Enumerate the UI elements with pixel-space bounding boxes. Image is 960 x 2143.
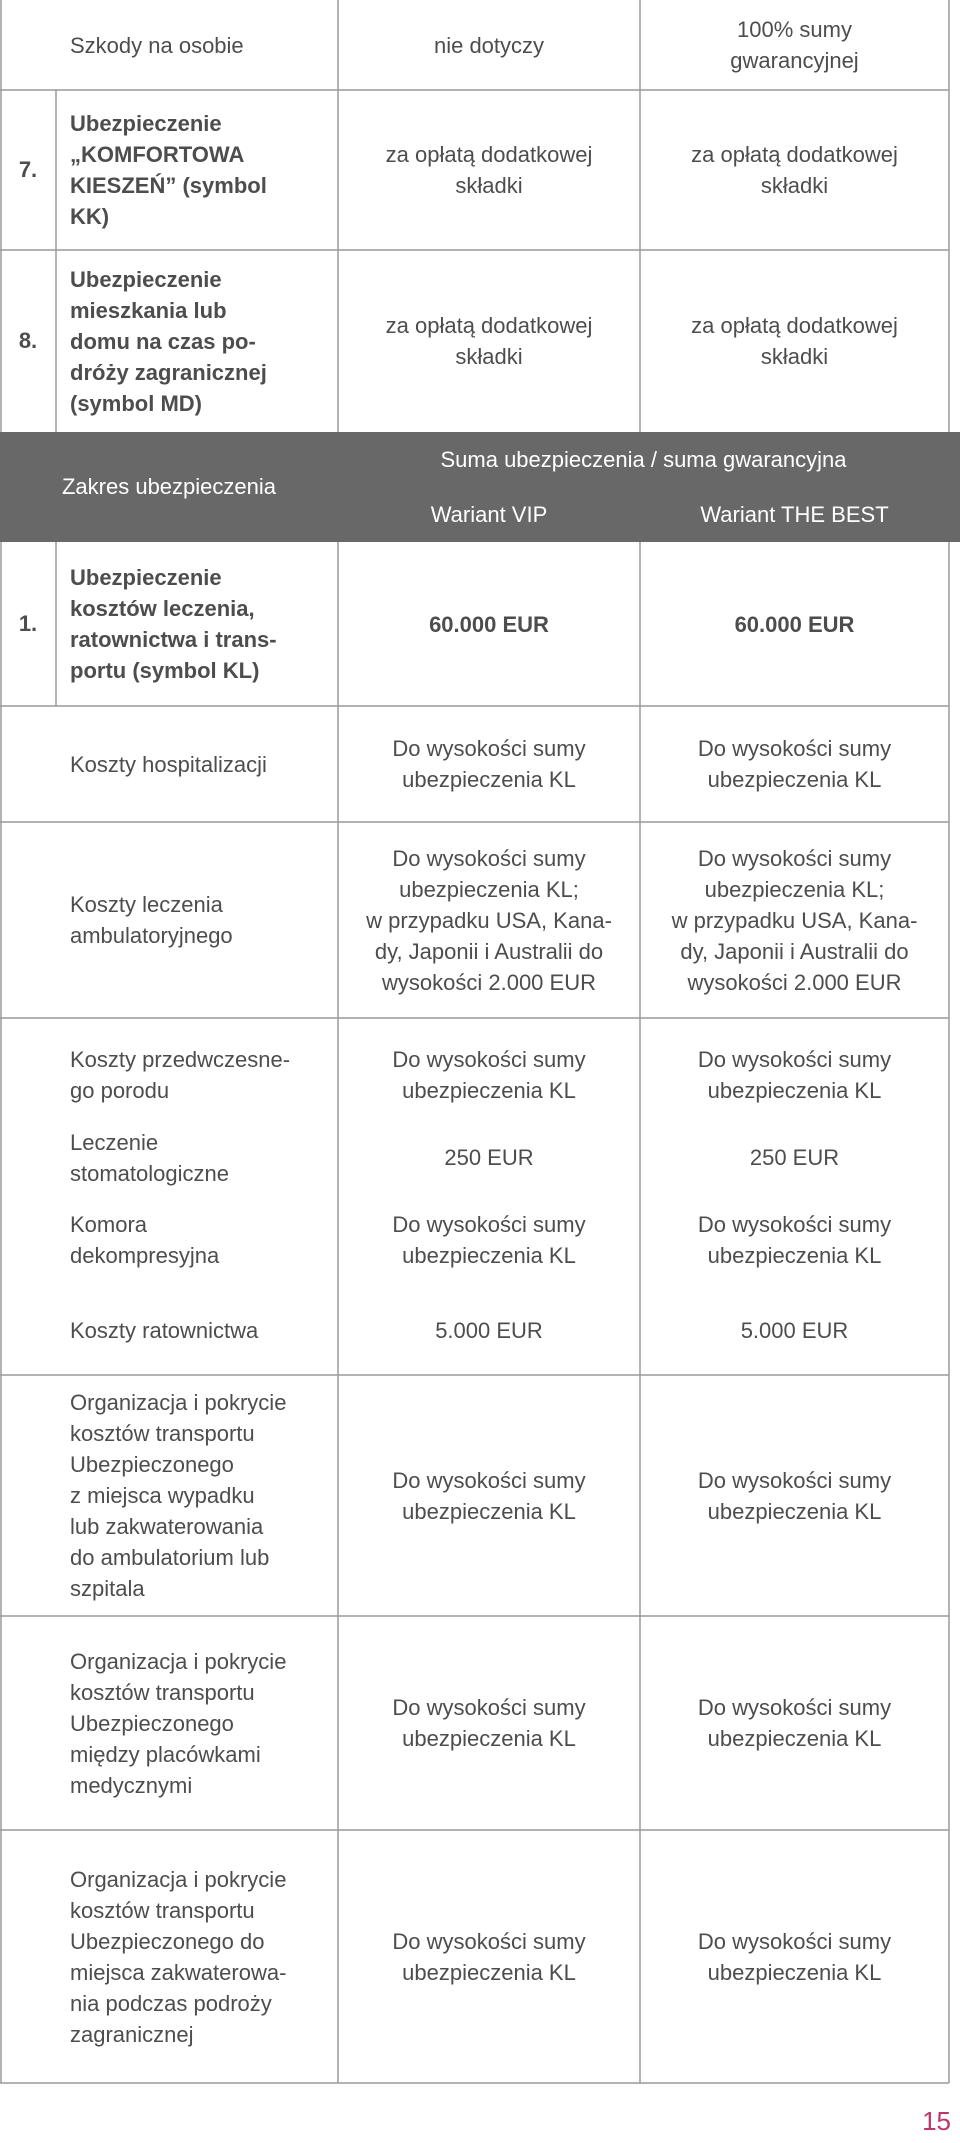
header-variant-vip: Wariant VIP: [430, 501, 548, 527]
subrow-label-cell: [70, 1375, 334, 1616]
subrow-label: Leczenie stomatologiczne: [70, 1129, 229, 1186]
subrow-label: Koszty przedwczesne- go porodu: [70, 1047, 291, 1103]
row8-label-cell: [70, 250, 334, 432]
subrow-vip-cell: [338, 1295, 640, 1365]
subrow-best-value: Do wysokości sumy ubezpieczenia KL: [697, 1047, 892, 1103]
subrow-vip-cell: [338, 1616, 640, 1830]
subrow-best-cell: [640, 706, 949, 822]
subrow-label: Komora dekompresyjna: [70, 1212, 220, 1268]
row1-best-cell: [640, 542, 949, 706]
subrow-label-cell: [70, 1195, 334, 1285]
szkody-label-cell: [70, 0, 330, 90]
subrow-vip-value: Do wysokości sumy ubezpieczenia KL: [392, 1928, 586, 1985]
subrow-best-cell: [640, 822, 949, 1018]
header-variant-best: Wariant THE BEST: [700, 501, 889, 527]
subrow-best-cell: [640, 1120, 949, 1195]
subrow-label-cell: [70, 706, 334, 822]
page-number: 15: [922, 2106, 951, 2136]
header-suma: Suma ubezpieczenia / suma gwarancyjna: [440, 446, 847, 472]
subrow-best-value: 5.000 EUR: [740, 1317, 849, 1343]
row8-best-cell: [640, 250, 949, 432]
subrow-vip-value: Do wysokości sumy ubezpieczenia KL: [392, 1467, 586, 1524]
subrow-vip-value: Do wysokości sumy ubezpieczenia KL: [392, 736, 586, 792]
subrow-vip-value: Do wysokości sumy ubezpieczenia KL: [392, 1695, 586, 1751]
subrow-best-cell: [640, 1375, 949, 1616]
row8-vip-cell: [338, 250, 640, 432]
subrow-vip-value: Do wysokości sumy ubezpieczenia KL: [392, 1047, 586, 1103]
subrow-best-cell: [640, 1616, 949, 1830]
szkody-best-value: 100% sumy gwarancyjnej: [730, 17, 859, 73]
subrow-vip-value: Do wysokości sumy ubezpieczenia KL: [392, 1212, 586, 1268]
subrow-label-cell: [70, 1295, 334, 1365]
row8-label: Ubezpieczenie mieszkania lub domu na czas po- dróży zagranicznej (symbol MD): [70, 266, 267, 416]
subrow-best-value: Do wysokości sumy ubezpieczenia KL: [697, 1212, 892, 1268]
row7-number: 7.: [18, 157, 38, 182]
subrow-best-cell: [640, 1295, 949, 1365]
row8-number-cell: [0, 250, 56, 432]
subrow-vip-value: 250 EUR: [444, 1145, 534, 1170]
header-zakres: Zakres ubezpieczenia: [61, 474, 276, 499]
subrow-best-value: Do wysokości sumy ubezpieczenia KL: [697, 1928, 892, 1985]
subrow-best-cell: [640, 1030, 949, 1120]
subrow-label: Organizacja i pokrycie kosztów transportu Ubezpieczonego między placówkami medycznymi: [70, 1648, 287, 1798]
subrow-best-value: Do wysokości sumy ubezpieczenia KL; w przypadku USA, Kana- dy, Japonii i Australii do wysokości 2.000 EUR: [671, 845, 918, 995]
subrow-vip-cell: [338, 706, 640, 822]
row1-vip-value: 60.000 EUR: [429, 611, 549, 637]
row7-best-value: za opłatą dodatkowej składki: [691, 142, 898, 198]
subrow-label-cell: [70, 1616, 334, 1830]
row8-number: 8.: [18, 328, 38, 353]
szkody-label: Szkody na osobie: [70, 32, 244, 58]
row1-number-cell: [0, 542, 56, 706]
row7-vip-cell: [338, 90, 640, 250]
subrow-vip-cell: [338, 1195, 640, 1285]
subrow-vip-value: Do wysokości sumy ubezpieczenia KL; w przypadku USA, Kana- dy, Japonii i Australii do wysokości 2.000 EUR: [366, 845, 612, 995]
row1-label: Ubezpieczenie kosztów leczenia, ratownictwa i trans- portu (symbol KL): [70, 565, 277, 683]
subrow-label-cell: [70, 1830, 334, 2083]
row7-label-cell: [70, 90, 334, 250]
subrow-vip-value: 5.000 EUR: [435, 1317, 543, 1343]
subrow-label: Organizacja i pokrycie kosztów transportu Ubezpieczonego do miejsca zakwaterowa- nia podczas podroży zagranicznej: [70, 1866, 287, 2047]
subrow-best-value: Do wysokości sumy ubezpieczenia KL: [697, 1467, 892, 1524]
subrow-best-value: Do wysokości sumy ubezpieczenia KL: [697, 1695, 892, 1751]
szkody-best-cell: [640, 0, 949, 90]
subrow-vip-cell: [338, 1120, 640, 1195]
subrow-best-value: 250 EUR: [749, 1145, 840, 1170]
row7-best-cell: [640, 90, 949, 250]
subrow-label: Organizacja i pokrycie kosztów transportu Ubezpieczonego z miejsca wypadku lub zakwaterowania do ambulatorium lub szpitala: [70, 1390, 287, 1601]
row8-vip-value: za opłatą dodatkowej składki: [385, 313, 593, 369]
subrow-label-cell: [70, 1030, 334, 1120]
subrow-label-cell: [70, 1120, 334, 1195]
row7-vip-value: za opłatą dodatkowej składki: [385, 142, 593, 198]
row7-number-cell: [0, 90, 56, 250]
subrow-vip-cell: [338, 1375, 640, 1616]
subrow-label: Koszty ratownictwa: [70, 1317, 259, 1343]
subrow-best-value: Do wysokości sumy ubezpieczenia KL: [697, 736, 892, 792]
row1-best-value: 60.000 EUR: [734, 611, 855, 637]
subrow-vip-cell: [338, 1030, 640, 1120]
row1-vip-cell: [338, 542, 640, 706]
subrow-label: Koszty leczenia ambulatoryjnego: [70, 892, 233, 948]
row1-label-cell: [70, 542, 334, 706]
subrow-best-cell: [640, 1195, 949, 1285]
subrow-vip-cell: [338, 822, 640, 1018]
subrow-label: Koszty hospitalizacji: [70, 751, 267, 777]
subrow-vip-cell: [338, 1830, 640, 2083]
subrow-label-cell: [70, 822, 334, 1018]
subrow-best-cell: [640, 1830, 949, 2083]
row1-number: 1.: [18, 611, 38, 636]
szkody-vip-value: nie dotyczy: [433, 32, 545, 58]
row7-label: Ubezpieczenie „KOMFORTOWA KIESZEŃ” (symbol KK): [70, 111, 267, 229]
row8-best-value: za opłatą dodatkowej składki: [691, 313, 898, 369]
szkody-vip-cell: [338, 0, 640, 90]
